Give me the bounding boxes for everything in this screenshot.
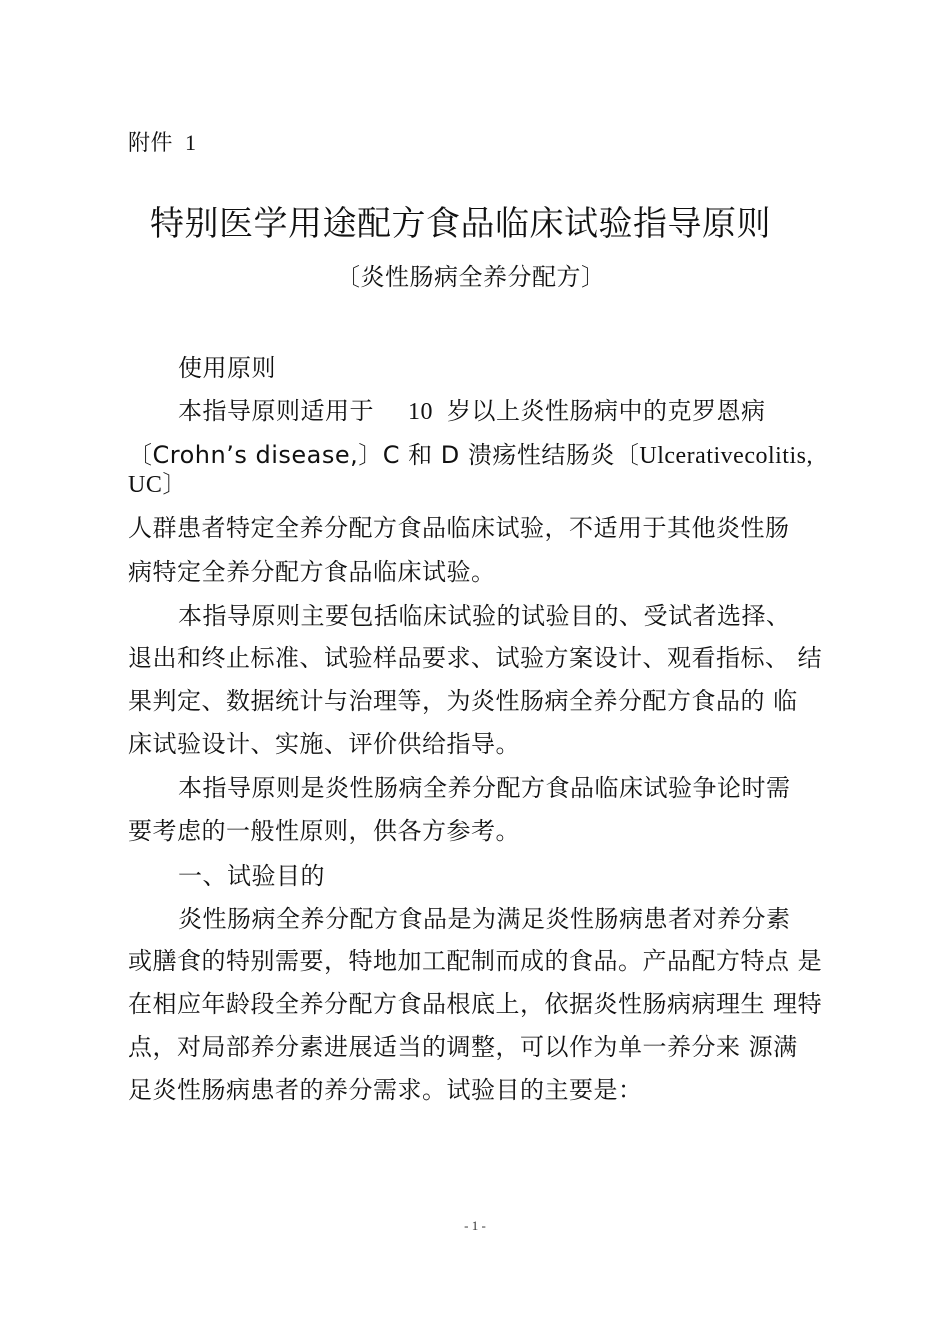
section-heading-objective: 一、试验目的 [178, 862, 325, 890]
document-title: 特别医学用途配方食品临床试验指导原则 [150, 204, 771, 244]
paragraph-line: 本指导原则主要包括临床试验的试验目的、受试者选择、 [178, 602, 791, 630]
text-span: 本指导原则适用于 [178, 397, 374, 425]
paragraph-line: 要考虑的一般性原则，供各方参考。 [128, 817, 520, 845]
paragraph-line [178, 396, 766, 427]
section-heading-usage: 使用原则 [178, 354, 276, 382]
text-span: 〔Crohn’s disease,〕C 和 D 溃疡性结肠炎〔 [128, 441, 640, 469]
paragraph-line: 果判定、数据统计与治理等，为炎性肠病全养分配方食品的 临 [128, 687, 798, 715]
page-number: - 1 - [464, 1218, 486, 1233]
paragraph-line: 病特定全养分配方食品临床试验。 [128, 558, 496, 586]
paragraph-line: 人群患者特定全养分配方食品临床试验，不适用于其他炎性肠 [128, 514, 790, 542]
age-number: 10 [408, 399, 433, 425]
paragraph-line: UC〕 [128, 472, 187, 498]
paragraph-line: 足炎性肠病患者的养分需求。试验目的主要是： [128, 1076, 643, 1104]
paragraph-line [128, 440, 813, 471]
annex-number: 1 [185, 130, 197, 155]
document-subtitle: 〔炎性肠病全养分配方〕 [336, 263, 606, 291]
paragraph-line: 退出和终止标准、试验样品要求、试验方案设计、观看指标、 结 [128, 644, 823, 672]
text-span: 岁以上炎性肠病中的克罗恩病 [447, 397, 766, 425]
paragraph-line: 在相应年龄段全养分配方食品根底上，依据炎性肠病病理生 理特 [128, 990, 823, 1018]
latin-term: Ulcerativecolitis, [639, 443, 813, 469]
paragraph-line: 或膳食的特别需要，特地加工配制而成的食品。产品配方特点 是 [128, 947, 823, 975]
paragraph-line: 点，对局部养分素进展适当的调整，可以作为单一养分来 源满 [128, 1033, 798, 1061]
paragraph-line: 炎性肠病全养分配方食品是为满足炎性肠病患者对养分素 [178, 905, 791, 933]
annex-label [128, 128, 197, 159]
annex-text: 附件 [128, 131, 174, 156]
paragraph-line: 床试验设计、实施、评价供给指导。 [128, 730, 520, 758]
paragraph-line: 本指导原则是炎性肠病全养分配方食品临床试验争论时需 [178, 774, 791, 802]
